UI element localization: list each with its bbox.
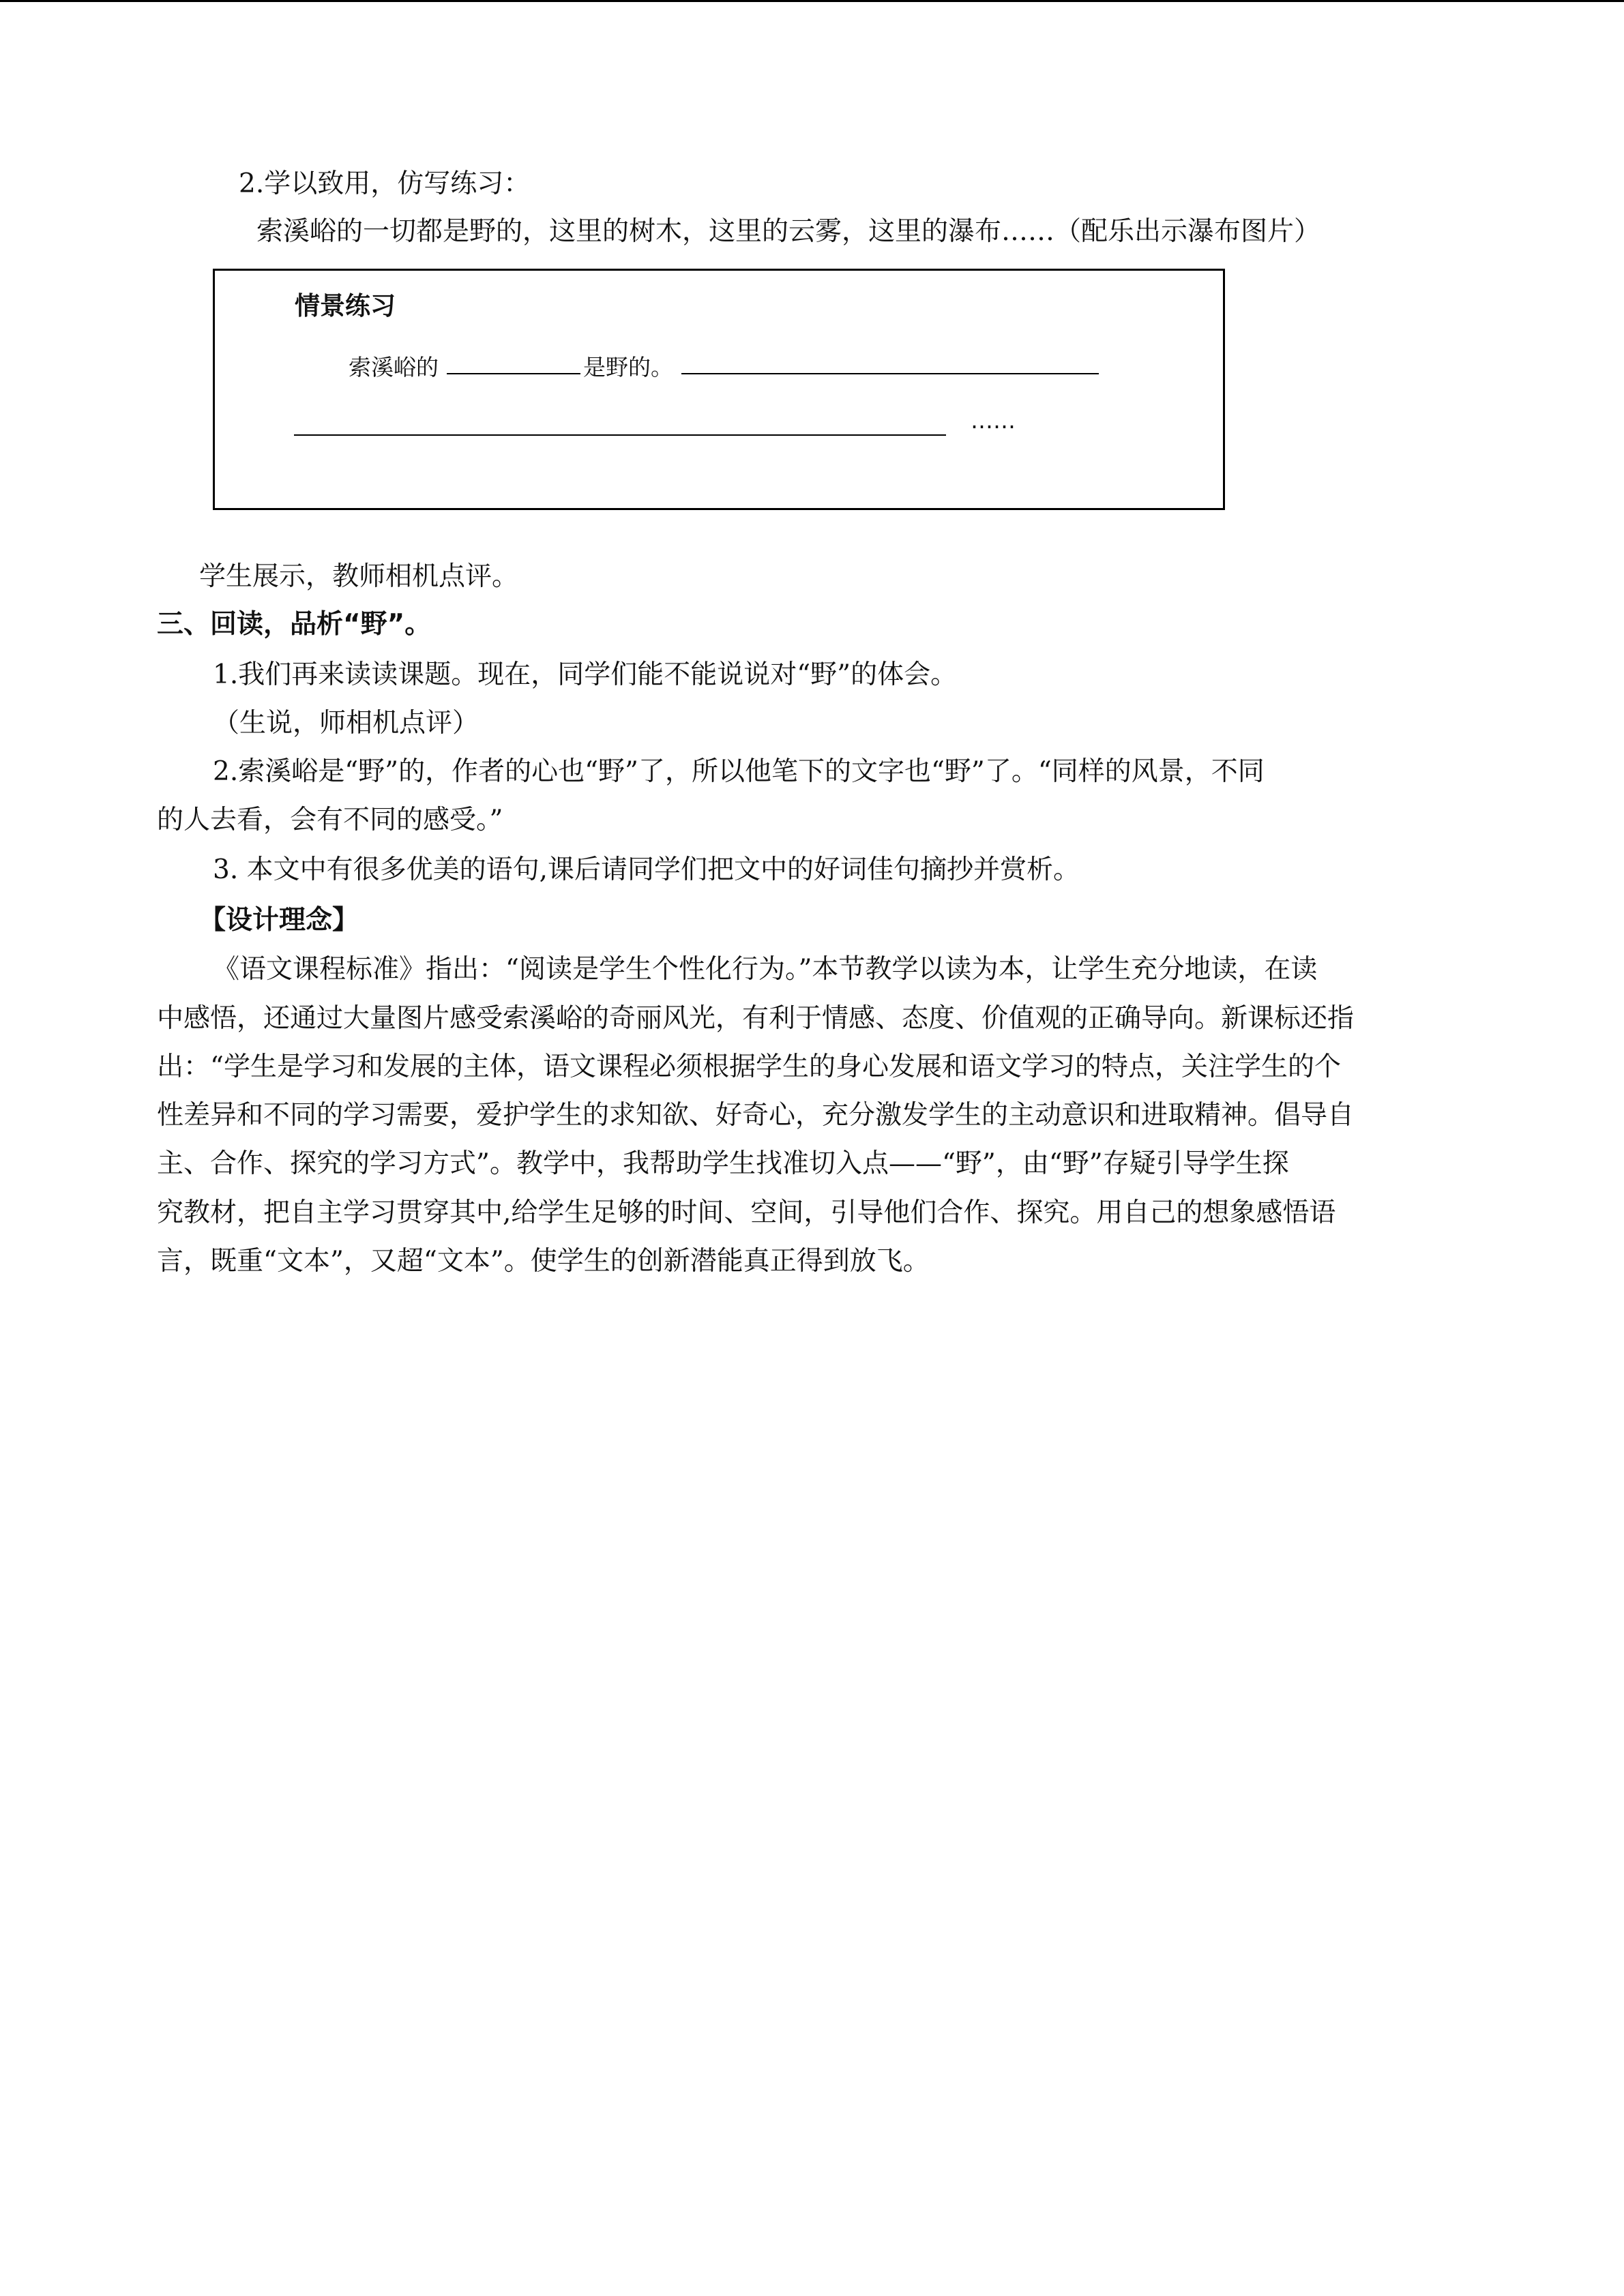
student-presentation: 学生展示，教师相机点评。 — [199, 561, 519, 592]
exercise-ellipsis: …… — [971, 407, 1016, 434]
exercise-blank-2[interactable] — [681, 373, 1099, 374]
design-paragraph-line: 究教材，把自主学习贯穿其中,给学生足够的时间、空间，引导他们合作、探究。用自己的想象感悟语 — [157, 1197, 1336, 1228]
section3-item1-note: （生说，师相机点评） — [213, 708, 479, 739]
design-paragraph-line: 性差异和不同的学习需要，爱护学生的求知欲、好奇心，充分激发学生的主动意识和进取精神。倡导自 — [157, 1100, 1355, 1131]
section3-item2-line2: 的人去看，会有不同的感受。” — [157, 805, 503, 835]
section3-item3: 3. 本文中有很多优美的语句,课后请同学们把文中的好词佳句摘抄并赏析。 — [213, 854, 1080, 885]
design-paragraph-line: 出：“学生是学习和发展的主体，语文课程必须根据学生的身心发展和语文学习的特点，关注学生的个 — [157, 1052, 1341, 1082]
exercise-line1-middle: 是野的。 — [583, 354, 673, 381]
design-heading: 【设计理念】 — [199, 905, 359, 936]
exercise-box — [213, 269, 1225, 510]
design-paragraph-line: 中感悟，还通过大量图片感受索溪峪的奇丽风光，有利于情感、态度、价值观的正确导向。新课标还指 — [157, 1003, 1355, 1034]
section3-item2-line1: 2.索溪峪是“野”的，作者的心也“野”了，所以他笔下的文字也“野”了。“同样的风景，不同 — [213, 756, 1265, 787]
exercise-box-title: 情景练习 — [295, 291, 396, 320]
design-paragraph-line: 《语文课程标准》指出：“阅读是学生个性化行为。”本节教学以读为本，让学生充分地读，在读 — [213, 954, 1318, 985]
practice-prompt: 索溪峪的一切都是野的，这里的树木，这里的云雾，这里的瀑布……（配乐出示瀑布图片） — [256, 216, 1321, 247]
section3-heading: 三、回读，品析“野”。 — [157, 609, 432, 640]
page-top-border — [0, 0, 1624, 2]
design-paragraph-line: 主、合作、探究的学习方式”。教学中，我帮助学生找准切入点——“野”，由“野”存疑引导学生探 — [157, 1148, 1289, 1179]
exercise-blank-3[interactable] — [294, 434, 946, 436]
practice-heading: 2.学以致用，仿写练习： — [239, 168, 531, 199]
section3-item1: 1.我们再来读读课题。现在，同学们能不能说说对“野”的体会。 — [213, 659, 958, 690]
exercise-line1-prefix: 索溪峪的 — [349, 354, 439, 381]
design-paragraph-line: 言，既重“文本”，又超“文本”。使学生的创新潜能真正得到放飞。 — [157, 1246, 930, 1277]
exercise-blank-1[interactable] — [447, 373, 580, 374]
